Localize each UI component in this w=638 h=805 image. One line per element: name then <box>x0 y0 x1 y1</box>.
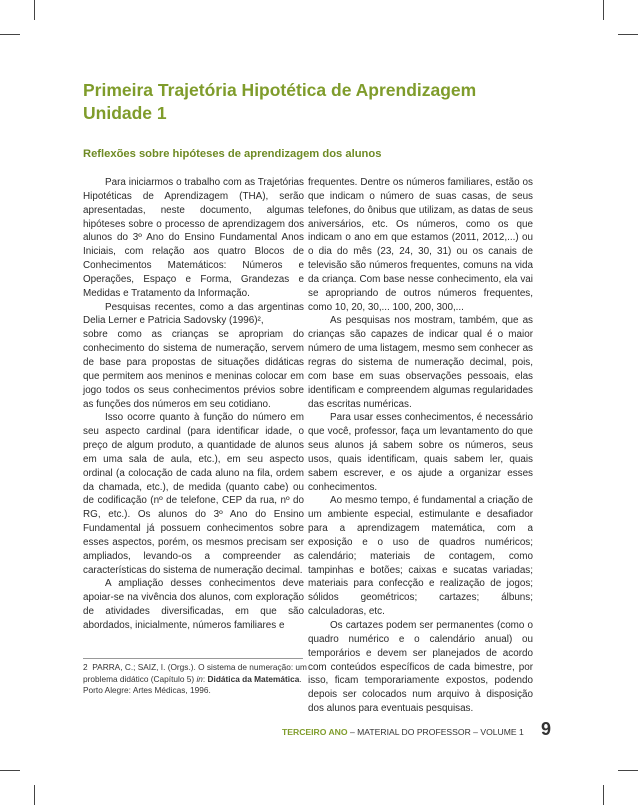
footer-text: – MATERIAL DO PROFESSOR – VOLUME 1 <box>347 727 524 737</box>
unit-title: Unidade 1 <box>83 103 167 123</box>
crop-mark <box>0 770 20 771</box>
footnote <box>83 662 307 697</box>
paragraph: sobre como as crianças se apropriam do conhecimento do sistema de numeração, servem de base para propostas de situações didáticas que permitem aos meninos e meninas colocar em jogo todos os seus conhecimentos prévios sobre as funções dos números em seu cotidiano. <box>83 329 304 410</box>
paragraph: As pesquisas nos mostram, também, que as crianças são capazes de indicar qual é o maior número de uma listagem, mesmo sem conhecer as regras do sistema de numeração decimal, pois, com base em suas observações pessoais, elas identificam e compreendem algumas regularidades das escritas numéricas. <box>308 315 533 410</box>
crop-mark <box>603 0 604 20</box>
footnote-number: 2 <box>83 662 88 672</box>
left-column <box>83 176 304 633</box>
page-footer <box>282 727 542 737</box>
right-column <box>308 176 533 716</box>
paragraph: Para usar esses conhecimentos, é necessário que você, professor, faça um levantamento do que seus alunos já sabem sobre os números, seus usos, quais identificam, quais sabem ler, quais sabem escrever, e os ajude a organizar esses conhecimentos. <box>308 412 533 493</box>
paragraph: Pesquisas recentes, como a das argentinas Delia Lerner e Patricia Sadovsky (1996)², <box>83 301 304 327</box>
footnote-text: PARRA, C.; SAIZ, I. (Orgs.). O sistema de numeração: um problema didático (Capítulo 5) <box>83 662 307 684</box>
footnote-rule <box>83 658 303 659</box>
footnote-colon: : <box>202 673 208 684</box>
crop-mark <box>0 34 20 35</box>
paragraph: frequentes. Dentre os números familiares, estão os que indicam o número de suas casas, de seus telefones, do ônibus que utilizam, as datas de seus aniversários, etc. Os números, como os que indicam o ano em que estamos (2011, 2012,...) ou o dia do mês (23, 24, 30, 31) ou os canais de televisão são números frequentes, comuns na vida da criança. Com base nesse conhecimento, ela vai se apropriando de outros números frequentes, como 10, 20, 30,... 100, 200, 300,... <box>308 177 533 313</box>
crop-mark <box>618 34 638 35</box>
page-number: 9 <box>541 719 552 739</box>
crop-mark <box>618 770 638 771</box>
crop-mark <box>34 0 35 20</box>
footnote-publisher: . Porto Alegre: Artes Médicas, 1996. <box>83 673 302 696</box>
paragraph: A ampliação desses conhecimentos deve apoiar-se na vivência dos alunos, com exploração de atividades diversificadas, em que são abordados, inicialmente, números familiares e <box>83 578 304 631</box>
footnote-in: in <box>196 673 203 684</box>
footnote-book-title: Didática da Matemática <box>207 673 300 684</box>
crop-mark <box>34 785 35 805</box>
paragraph: Para iniciarmos o trabalho com as Trajetórias Hipotéticas de Aprendizagem (THA), serão apresentadas, neste documento, algumas hipóteses sobre o processo de aprendizagem dos alunos do 3º Ano do Ensino Fundamental Anos Iniciais, com relação aos quatro Blocos de Conhecimentos Matemáticos: Números e Operações, Espaço e Forma, Grandezas e Medidas e Tratamento da Informação. <box>83 177 304 299</box>
page-title: Primeira Trajetória Hipotética de Aprendizagem <box>83 80 477 100</box>
section-subtitle: Reflexões sobre hipóteses de aprendizagem dos alunos <box>83 148 382 160</box>
paragraph: Isso ocorre quanto à função do número em seu aspecto cardinal (para identificar idade, o preço de algum produto, a quantidade de alunos em uma sala de aula, etc.), em seu aspecto ordinal (a colocação de cada aluno na fila, ordem da chamada, etc.), de medida (quanto cabe) ou de codificação (nº de telefone, CEP da rua, nº do RG, etc.). Os alunos do 3º Ano do Ensino Fundamental já possuem conhecimentos sobre esses aspectos, porém, os mesmos precisam ser ampliados, levando-os a compreender as características do sistema de numeração decimal. <box>83 412 304 576</box>
paragraph: Os cartazes podem ser permanentes (como o quadro numérico e o calendário anual) ou temporários e devem ser planejados de acordo com conteúdos específicos de cada bimestre, por isso, ficam temporariamente expostos, podendo depois ser colocados num arquivo à disposição dos alunos para eventuais pesquisas. <box>308 620 533 715</box>
footer-series: TERCEIRO ANO <box>282 727 348 737</box>
paragraph: Ao mesmo tempo, é fundamental a criação de um ambiente especial, estimulante e desafiador para a aprendizagem matemática, com a exposição e o uso de quadros numéricos; calendário; materiais de contagem, como tampinhas e botões; caixas e sucatas variadas; materiais para confecção e realização de jogos; sólidos geométricos; cartazes; álbuns; calculadoras, etc. <box>308 495 533 618</box>
crop-mark <box>603 785 604 805</box>
